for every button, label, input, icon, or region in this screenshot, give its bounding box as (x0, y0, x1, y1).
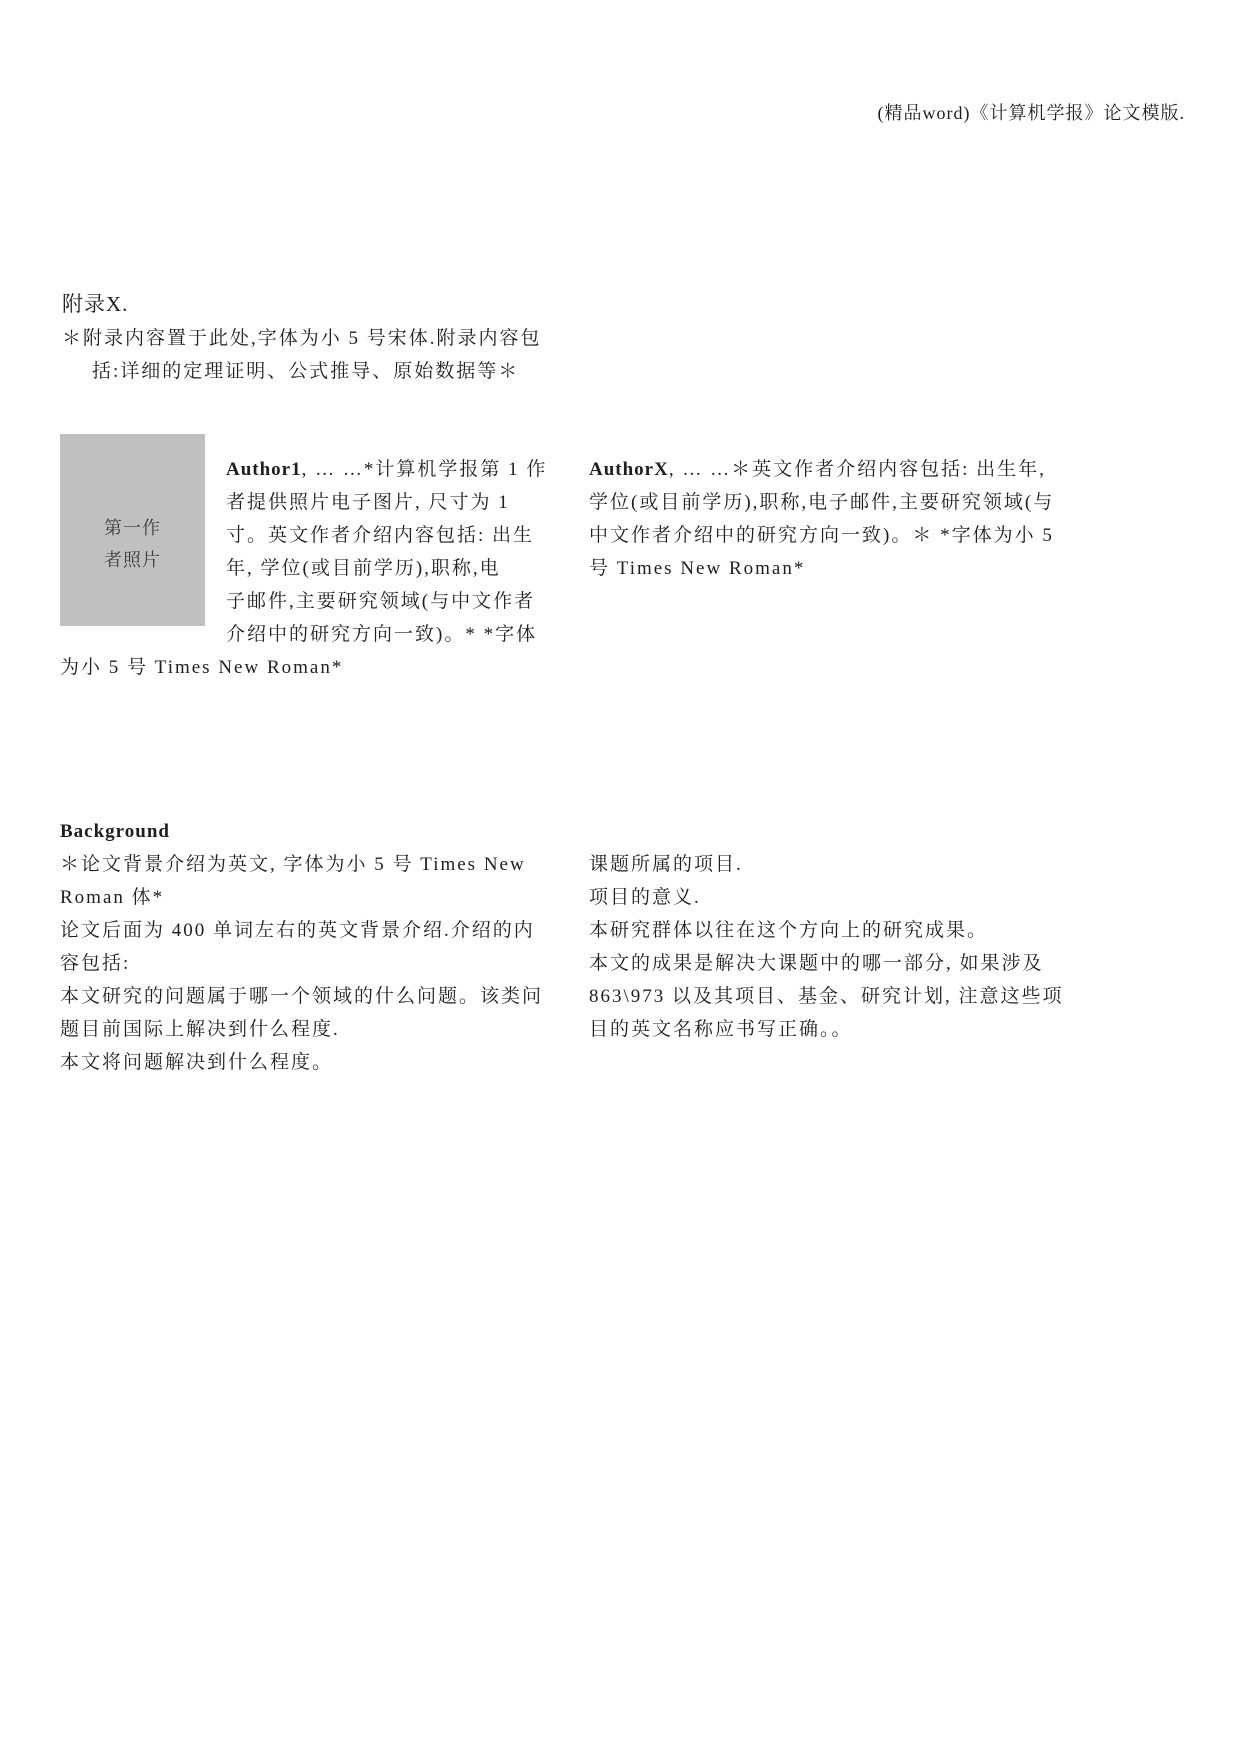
page-header-title: (精品word)《计算机学报》论文模版. (877, 103, 1185, 123)
appendix-heading: 附录X. (62, 292, 129, 316)
author1-bio-line: 介绍中的研究方向一致)。* *字体 (226, 624, 538, 645)
author1-bio-text: , … …*计算机学报第 1 作 (301, 459, 548, 480)
authorx-bio-text: , … …＊英文作者介绍内容包括: 出生年, (668, 459, 1046, 480)
appendix-line: ＊附录内容置于此处,字体为小 5 号宋体.附录内容包 (62, 328, 542, 349)
author-photo-label-line: 第一作 (104, 518, 161, 539)
background-line: ＊论文背景介绍为英文, 字体为小 5 号 Times New (60, 854, 526, 875)
background-right-column (589, 848, 1109, 1046)
author1-bio-line: 者提供照片电子图片, 尺寸为 1 (226, 492, 510, 513)
background-line: 本文研究的问题属于哪一个领域的什么问题。该类问 (60, 986, 544, 1007)
background-line: 目的英文名称应书写正确。。 (589, 1019, 853, 1040)
background-line: 本研究群体以往在这个方向上的研究成果。 (589, 920, 989, 941)
author1-bio (60, 453, 560, 684)
background-line: 题目前国际上解决到什么程度. (60, 1019, 340, 1040)
author-photo-label-line: 者照片 (104, 550, 161, 571)
background-line: Roman 体* (60, 887, 165, 908)
author1-bio-line: 寸。英文作者介绍内容包括: 出生 (226, 525, 535, 546)
background-line: 本文将问题解决到什么程度。 (60, 1052, 334, 1073)
background-line: 本文的成果是解决大课题中的哪一部分, 如果涉及 (589, 953, 1044, 974)
background-left-column (60, 848, 570, 1079)
author1-bio-line (60, 453, 560, 486)
appendix-line: 括:详细的定理证明、公式推导、原始数据等＊ (92, 361, 520, 382)
author1-bio-line: 子邮件,主要研究领域(与中文作者 (226, 591, 536, 612)
background-line: 论文后面为 400 单词左右的英文背景介绍.介绍的内 (60, 920, 535, 941)
authorx-bio (589, 453, 1109, 585)
background-heading: Background (60, 821, 170, 842)
background-line: 课题所属的项目. (589, 854, 743, 875)
appendix-body (62, 322, 562, 388)
background-line: 容包括: (60, 953, 131, 974)
authorx-bio-line: 中文作者介绍中的研究方向一致)。＊ *字体为小 5 (589, 525, 1054, 546)
background-line: 项目的意义. (589, 887, 701, 908)
author1-name: Author1 (226, 459, 302, 480)
author1-bio-line: 年, 学位(或目前学历),职称,电 (226, 558, 501, 579)
authorx-bio-line: 学位(或目前学历),职称,电子邮件,主要研究领域(与 (589, 492, 1055, 513)
author1-bio-line: 为小 5 号 Times New Roman* (60, 657, 344, 678)
background-line: 863\973 以及其项目、基金、研究计划, 注意这些项 (589, 986, 1064, 1007)
authorx-name: AuthorX (589, 459, 669, 480)
authorx-bio-line (589, 453, 1109, 486)
authorx-bio-line: 号 Times New Roman* (589, 558, 806, 579)
